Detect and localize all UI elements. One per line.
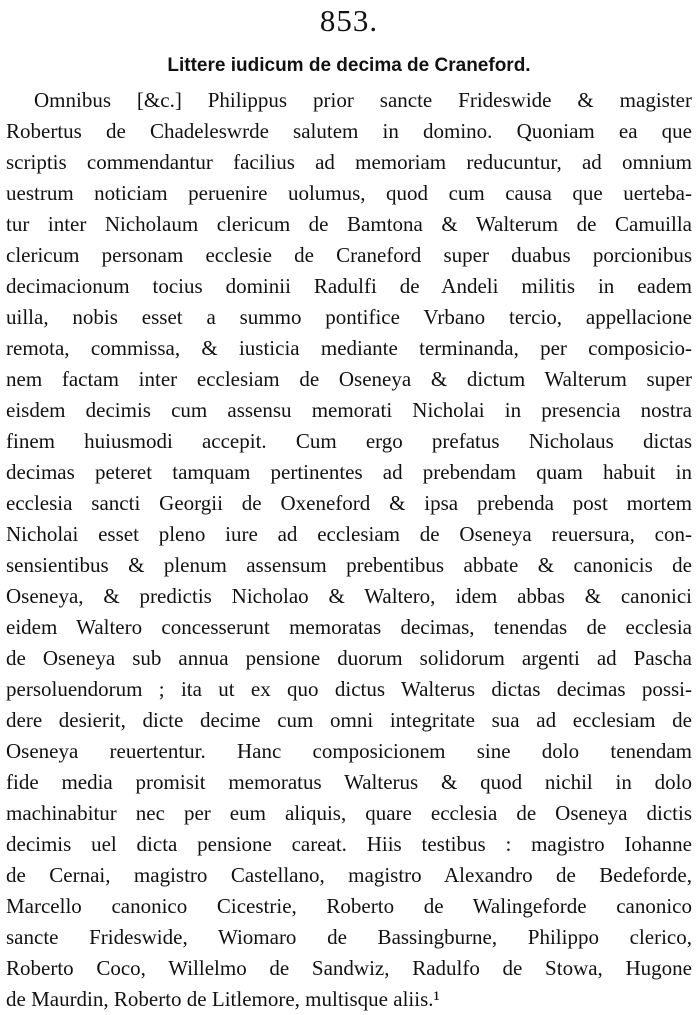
text-line: Nicholai esset pleno iure ad ecclesiam de Oseneya reuersura, con-: [6, 522, 692, 546]
text-line: sensientibus & plenum assensum prebentibus abbate & canonicis de: [6, 553, 692, 577]
page-number: 853.: [319, 3, 379, 38]
text-line: fide media promisit memoratus Walterus & quod nichil in dolo: [6, 770, 692, 794]
document-title: Littere iudicum de decima de Craneford.: [167, 55, 531, 76]
text-line: ecclesia sancti Georgii de Oxeneford & ipsa prebenda post mortem: [6, 491, 692, 515]
text-line: uilla, nobis esset a summo pontifice Vrbano tercio, appellacione: [6, 305, 692, 329]
text-line: uestrum noticiam peruenire uolumus, quod cum causa que uerteba-: [6, 181, 692, 205]
text-line: finem huiusmodi accepit. Cum ergo prefatus Nicholaus dictas: [6, 429, 692, 453]
text-line: decimis uel dicta pensione careat. Hiis testibus : magistro Iohanne: [6, 832, 692, 856]
text-line: de Cernai, magistro Castellano, magistro Alexandro de Bedeforde,: [6, 863, 692, 887]
text-line: de Oseneya sub annua pensione duorum solidorum argenti ad Pascha: [6, 646, 692, 670]
text-line: eisdem decimis cum assensu memorati Nicholai in presencia nostra: [6, 398, 692, 422]
text-line: persoluendorum ; ita ut ex quo dictus Walterus dictas decimas possi-: [6, 677, 692, 701]
text-line: decimas peteret tamquam pertinentes ad prebendam quam habuit in: [6, 460, 692, 484]
text-line: nem factam inter ecclesiam de Oseneya & dictum Walterum super: [6, 367, 692, 391]
text-line: dere desierit, dicte decime cum omni integritate sua ad ecclesiam de: [6, 708, 692, 732]
text-line: sancte Frideswide, Wiomaro de Bassingburne, Philippo clerico,: [6, 925, 692, 949]
text-line: clericum personam ecclesie de Craneford super duabus porcionibus: [6, 243, 692, 267]
text-line: decimacionum tocius dominii Radulfi de Andeli militis in eadem: [6, 274, 692, 298]
text-line: Oseneya reuertentur. Hanc composicionem sine dolo tenendam: [6, 739, 692, 763]
text-line: Oseneya, & predictis Nicholao & Waltero, idem abbas & canonici: [6, 584, 692, 608]
text-line: Robertus de Chadeleswrde salutem in domino. Quoniam ea que: [6, 119, 692, 143]
text-line: remota, commissa, & iusticia mediante terminanda, per composicio-: [6, 336, 692, 360]
text-line: Marcello canonico Cicestrie, Roberto de Walingeforde canonico: [6, 894, 692, 918]
text-line: eidem Waltero concesserunt memoratas decimas, tenendas de ecclesia: [6, 615, 692, 639]
text-line: machinabitur nec per eum aliquis, quare ecclesia de Oseneya dictis: [6, 801, 692, 825]
text-line: scriptis commendantur facilius ad memoriam reducuntur, ad omnium: [6, 150, 692, 174]
text-line: tur inter Nicholaum clericum de Bamtona & Walterum de Camuilla: [6, 212, 692, 236]
charter-text: [6, 85, 692, 1015]
text-line: Roberto Coco, Willelmo de Sandwiz, Radulfo de Stowa, Hugone: [6, 956, 692, 980]
text-line: de Maurdin, Roberto de Litlemore, multisque aliis.¹: [6, 987, 440, 1011]
text-line: Omnibus [&c.] Philippus prior sancte Frideswide & magister: [34, 88, 692, 112]
